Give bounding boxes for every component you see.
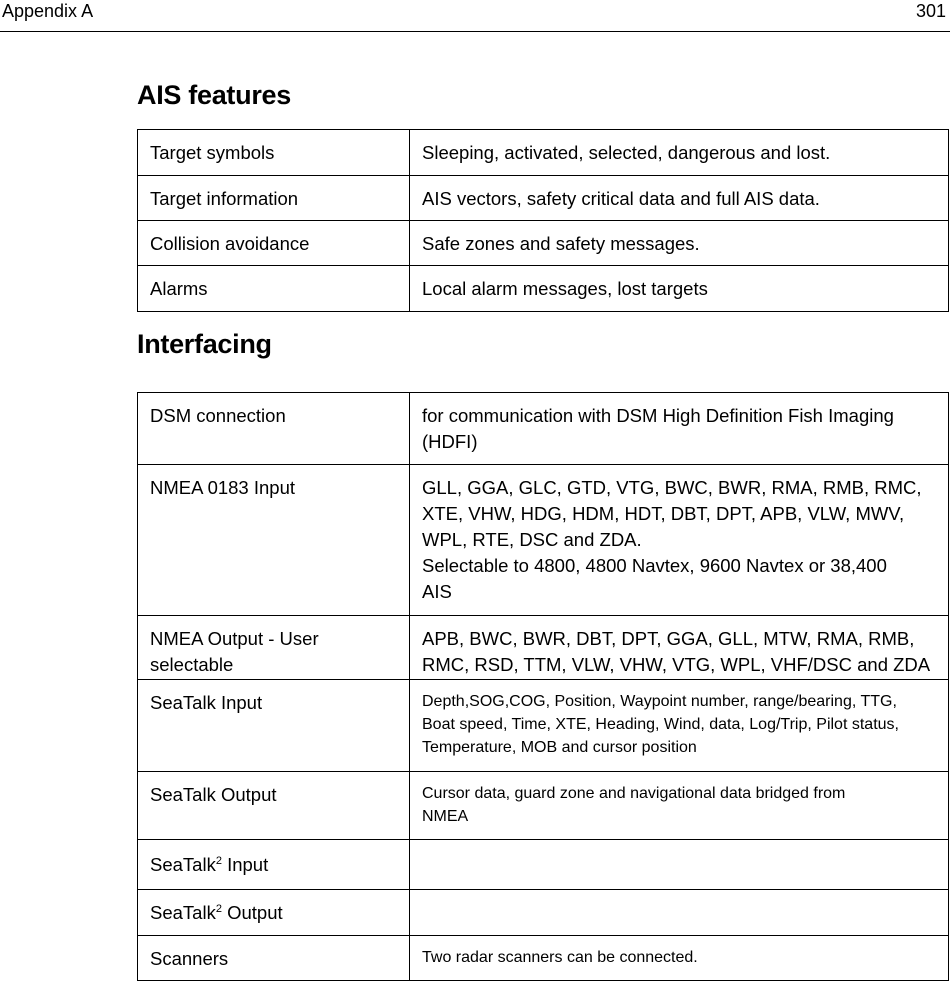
- interface-label: SeaTalk Output: [138, 772, 410, 840]
- table-row: [138, 616, 949, 680]
- ais-features-table: [137, 129, 949, 312]
- table-row: [138, 465, 949, 616]
- feature-value: AIS vectors, safety critical data and full AIS data.: [410, 176, 949, 221]
- chapter-label: Appendix A: [2, 1, 94, 21]
- table-row: [138, 890, 949, 936]
- feature-label: Alarms: [138, 266, 410, 312]
- table-row: [138, 266, 949, 312]
- table-row: [138, 130, 949, 176]
- table-row: [138, 936, 949, 981]
- table-row: [138, 176, 949, 221]
- interface-label: SeaTalk$^2$ Input: [138, 840, 410, 890]
- feature-value: Local alarm messages, lost targets: [410, 266, 949, 312]
- feature-label: Target information: [138, 176, 410, 221]
- interface-label: NMEA 0183 Input: [138, 465, 410, 616]
- table-row: [138, 680, 949, 772]
- table-row: [138, 221, 949, 266]
- interface-value: [410, 890, 949, 936]
- table-row: [138, 772, 949, 840]
- feature-label: Target symbols: [138, 130, 410, 176]
- page-header: [0, 0, 950, 32]
- table-row: [138, 393, 949, 465]
- interface-label: DSM connection: [138, 393, 410, 465]
- interface-value: for communication with DSM High Definition Fish Imaging (HDFI): [410, 393, 949, 465]
- feature-value: Sleeping, activated, selected, dangerous and lost.: [410, 130, 949, 176]
- ais-features-heading: AIS features: [137, 80, 291, 110]
- interfacing-heading: Interfacing: [137, 329, 272, 359]
- interface-value: Cursor data, guard zone and navigational data bridged from NMEA: [410, 772, 949, 840]
- interface-value: [410, 840, 949, 890]
- interface-value: GLL, GGA, GLC, GTD, VTG, BWC, BWR, RMA, RMB, RMC, XTE, VHW, HDG, HDM, HDT, DBT, DPT, APB, VLW, MWV, WPL, RTE, DSC and ZDA. Selectable to 4800, 4800 Navtex, 9600 Navtex or 38,400 AIS: [410, 465, 949, 616]
- interface-label: SeaTalk$^2$ Output: [138, 890, 410, 936]
- interface-label: SeaTalk Input: [138, 680, 410, 772]
- interface-label: Scanners: [138, 936, 410, 981]
- interface-value: Depth,SOG,COG, Position, Waypoint number, range/bearing, TTG, Boat speed, Time, XTE, Heading, Wind, data, Log/Trip, Pilot status, Temperature, MOB and cursor position: [410, 680, 949, 772]
- table-row: [138, 840, 949, 890]
- interfacing-table: [137, 392, 949, 981]
- interface-label: NMEA Output - User selectable: [138, 616, 410, 680]
- feature-label: Collision avoidance: [138, 221, 410, 266]
- interface-value: APB, BWC, BWR, DBT, DPT, GGA, GLL, MTW, RMA, RMB, RMC, RSD, TTM, VLW, VHW, VTG, WPL, VHF/DSC and ZDA: [410, 616, 949, 680]
- page-number: 301: [915, 1, 946, 21]
- interface-value: Two radar scanners can be connected.: [410, 936, 949, 981]
- feature-value: Safe zones and safety messages.: [410, 221, 949, 266]
